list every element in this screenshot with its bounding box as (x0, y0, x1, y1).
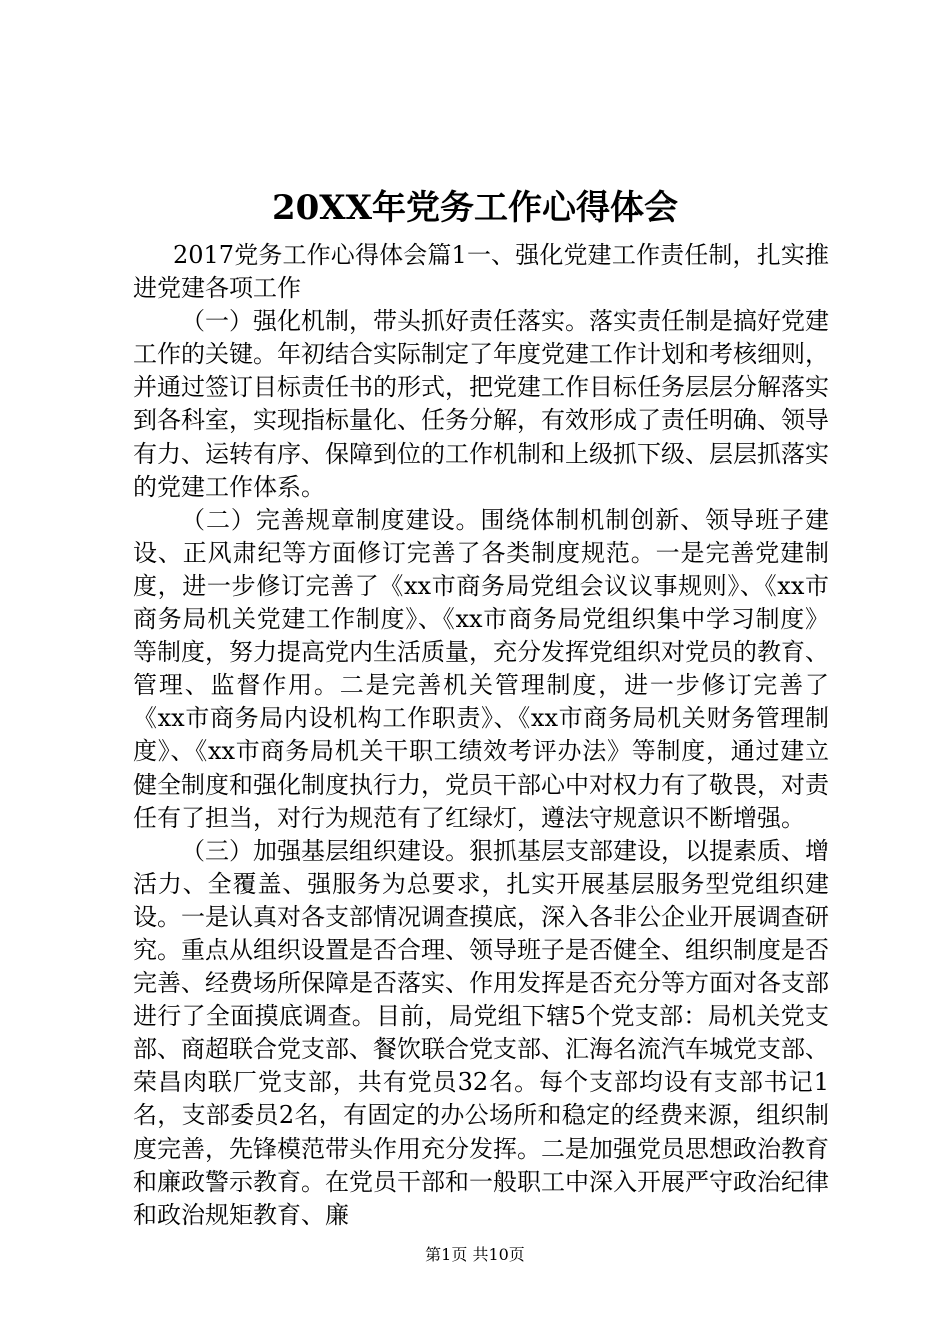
paragraph-section-2: （二）完善规章制度建设。围绕体制机制创新、领导班子建设、正风肃纪等方面修订完善了各类制度规范。一是完善党建制度，进一步修订完善了《xx市商务局党组会议议事规则》、《xx市商务局机关党建工作制度》、《xx市商务局党组织集中学习制度》等制度，努力提高党内生活质量，充分发挥党组织对党员的教育、管理、监督作用。二是完善机关管理制度，进一步修订完善了《xx市商务局内设机构工作职责》、《xx市商务局机关财务管理制度》、《xx市商务局机关干职工绩效考评办法》等制度，通过建立健全制度和强化制度执行力，党员干部心中对权力有了敬畏，对责任有了担当，对行为规范有了红绿灯，遵法守规意识不断增强。 (133, 505, 829, 832)
document-title: 20XX年党务工作心得体会 (271, 188, 679, 228)
page-number-footer: 第1页 共10页 (425, 1245, 525, 1264)
paragraph-section-3: （三）加强基层组织建设。狠抓基层支部建设，以提素质、增活力、全覆盖、强服务为总要求，扎实开展基层服务型党组织建设。一是认真对各支部情况调查摸底，深入各非公企业开展调查研究。重点从组织设置是否合理、领导班子是否健全、组织制度是否完善、经费场所保障是否落实、作用发挥是否充分等方面对各支部进行了全面摸底调查。目前，局党组下辖5个党支部：局机关党支部、商超联合党支部、餐饮联合党支部、汇海名流汽车城党支部、荣昌肉联厂党支部，共有党员32名。每个支部均设有支部书记1名，支部委员2名，有固定的办公场所和稳定的经费来源，组织制度完善，先锋模范带头作用充分发挥。二是加强党员思想政治教育和廉政警示教育。在党员干部和一般职工中深入开展严守政治纪律和政治规矩教育、廉 (133, 836, 829, 1229)
paragraph-intro: 2017党务工作心得体会篇1一、强化党建工作责任制，扎实推进党建各项工作 (133, 241, 829, 303)
paragraph-section-1: （一）强化机制，带头抓好责任落实。落实责任制是搞好党建工作的关键。年初结合实际制定了年度党建工作计划和考核细则，并通过签订目标责任书的形式，把党建工作目标任务层层分解落实到各科室，实现指标量化、任务分解，有效形成了责任明确、领导有力、运转有序、保障到位的工作机制和上级抓下级、层层抓落实的党建工作体系。 (133, 307, 829, 501)
document-body (133, 239, 829, 1232)
